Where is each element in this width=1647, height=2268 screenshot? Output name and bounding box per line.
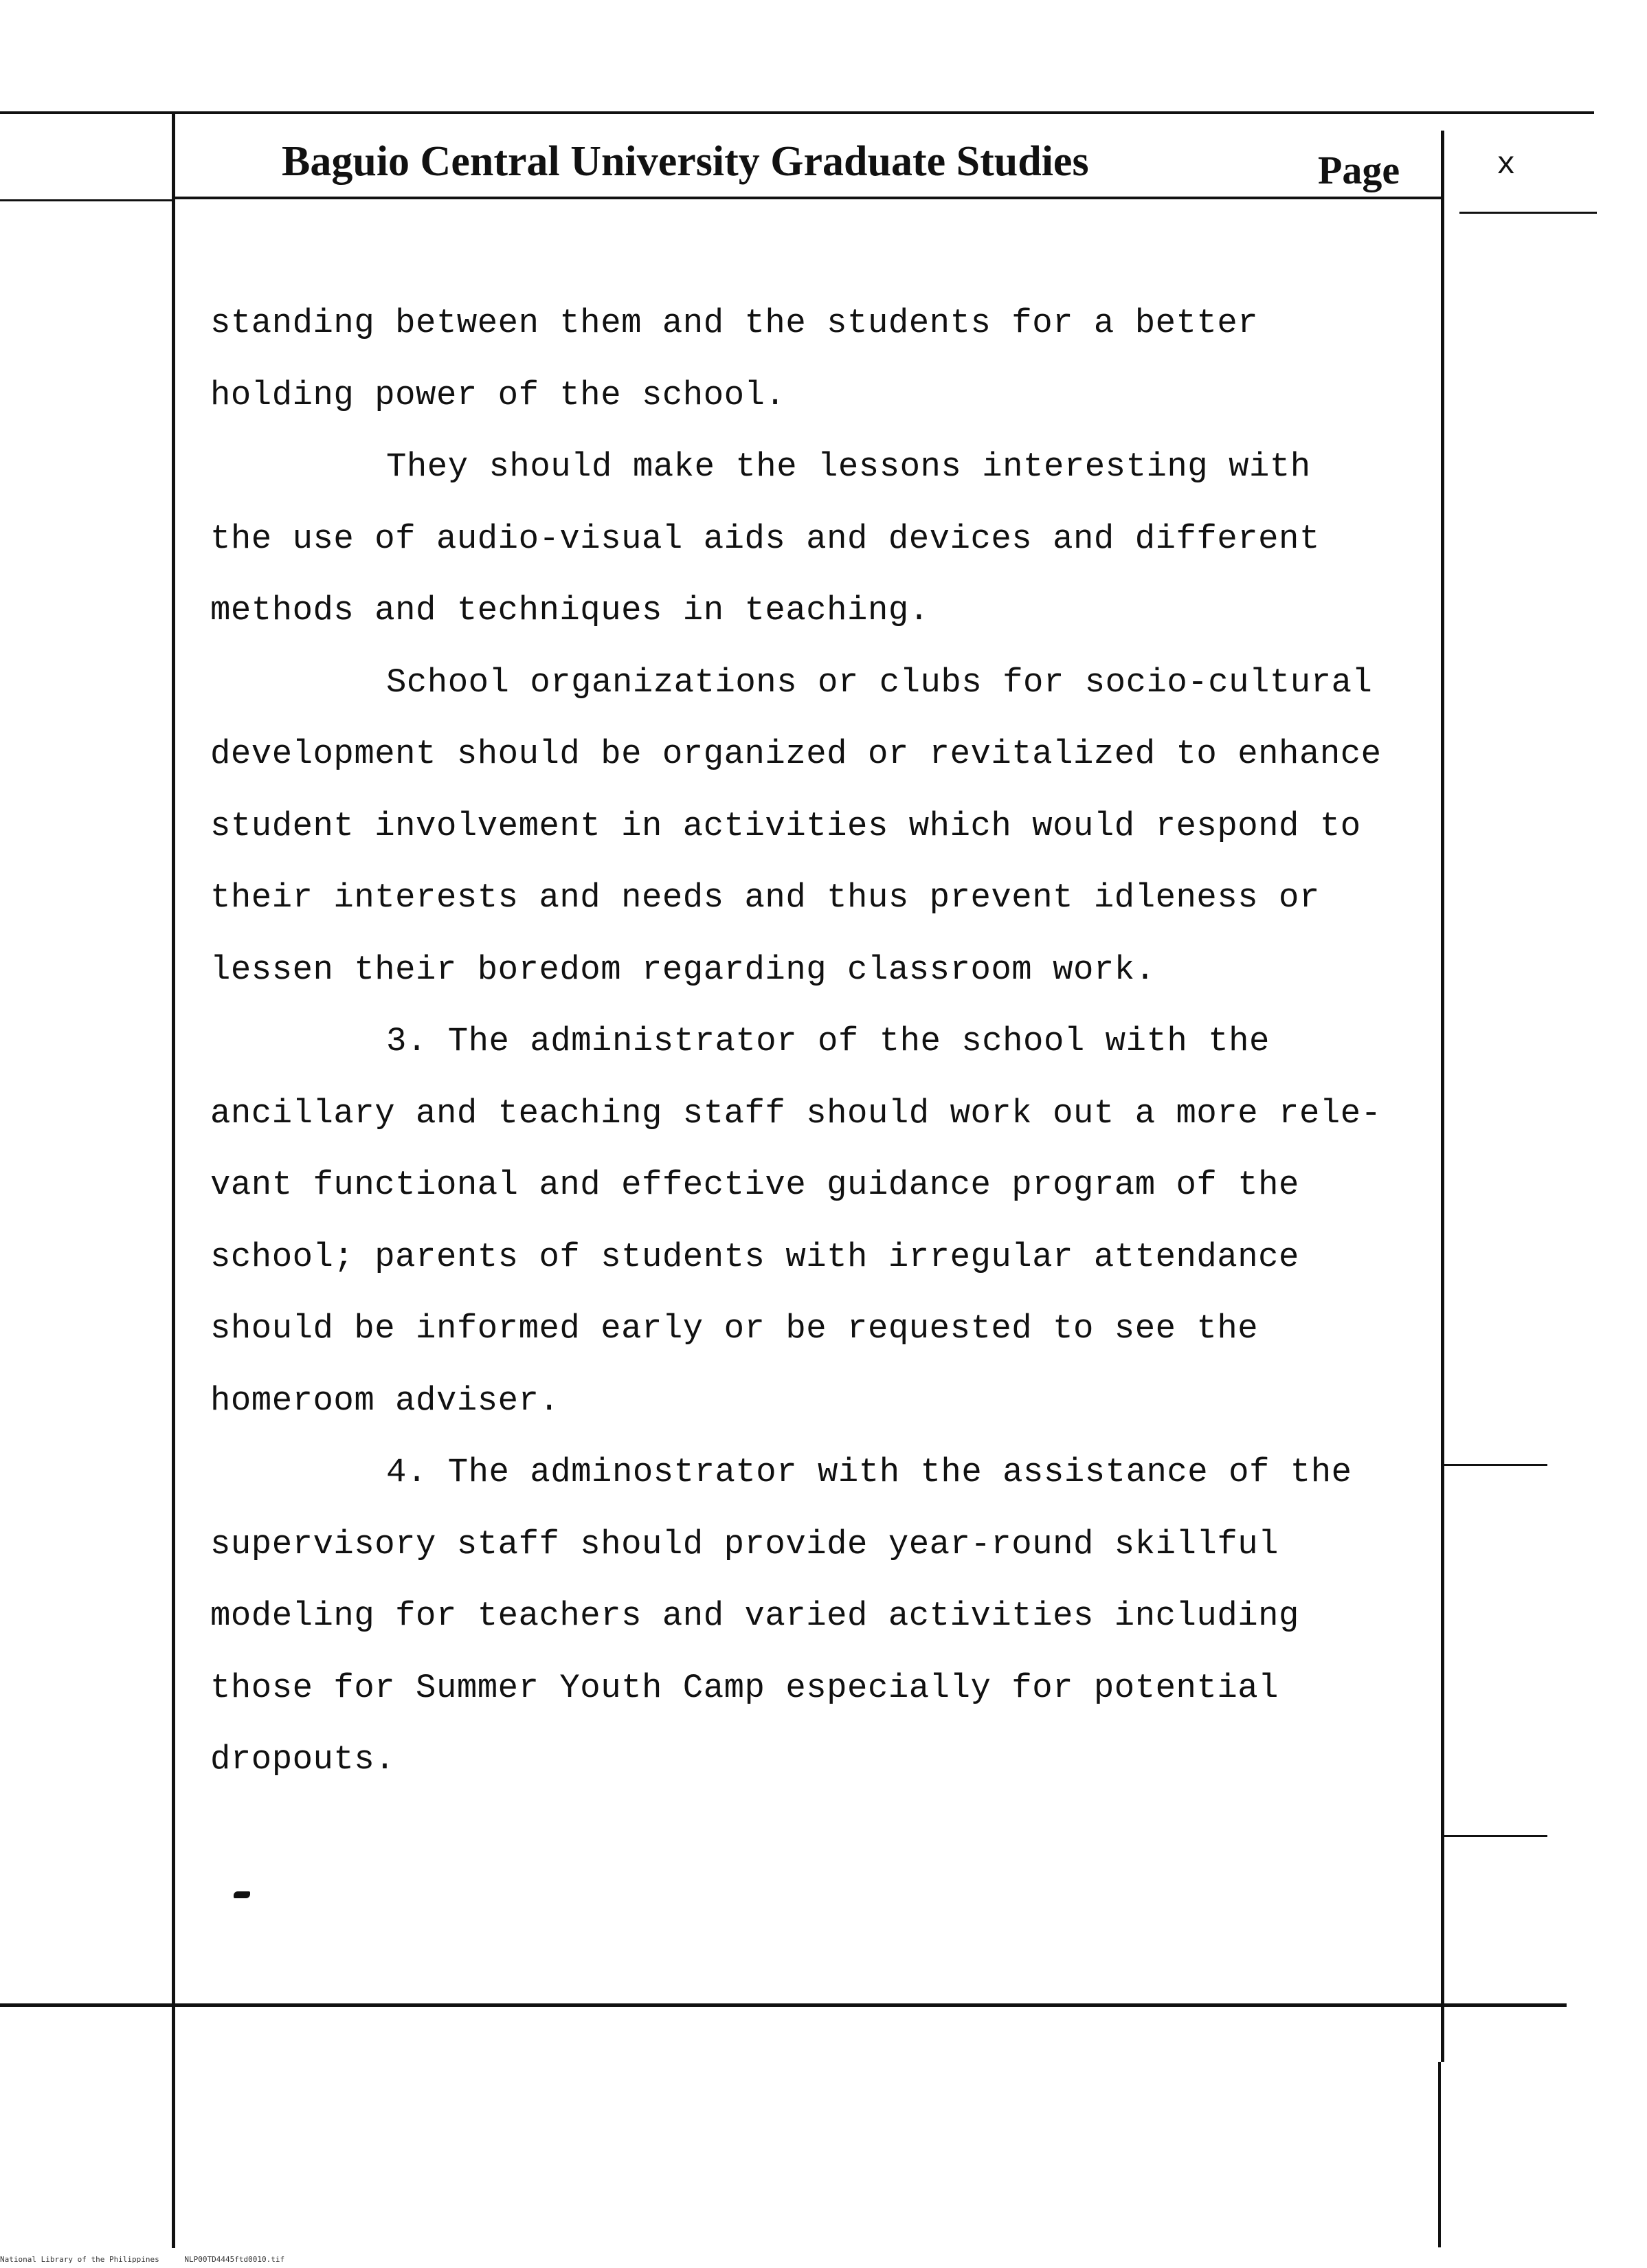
body-line: student involvement in activities which would respond to xyxy=(210,806,1361,845)
right-vertical-rule-lower xyxy=(1438,2062,1441,2247)
body-line: methods and techniques in teaching. xyxy=(210,591,930,630)
body-line: dropouts. xyxy=(210,1740,396,1779)
body-line: supervisory staff should provide year-round skillful xyxy=(210,1524,1279,1564)
body-line: vant functional and effective guidance program of the xyxy=(210,1166,1299,1204)
body-line: 3. The administrator of the school with the xyxy=(386,1022,1270,1060)
body-line: school; parents of students with irregular attendance xyxy=(210,1237,1299,1276)
header-page-number: x xyxy=(1497,147,1516,183)
left-margin-rule-top xyxy=(0,199,172,201)
body-text xyxy=(210,287,1468,1796)
body-line: School organizations or clubs for socio-cultural xyxy=(386,663,1373,702)
body-line: their interests and needs and thus prevent idleness or xyxy=(210,878,1320,917)
body-line: modeling for teachers and varied activities including xyxy=(210,1597,1299,1635)
body-line: ancillary and teaching staff should work out a more rele- xyxy=(210,1093,1382,1133)
body-line: homeroom adviser. xyxy=(210,1381,560,1420)
body-line: those for Summer Youth Camp especially for potential xyxy=(210,1668,1279,1707)
header-underline xyxy=(172,197,1443,199)
scan-file: NLP00TD4445ftd0010.tif xyxy=(184,2255,285,2264)
body-line: holding power of the school. xyxy=(210,375,786,414)
body-line: should be informed early or be requested to see the xyxy=(210,1309,1259,1348)
body-line: 4. The adminostrator with the assistance of the xyxy=(386,1453,1352,1491)
header-page-label: Page xyxy=(1318,148,1400,192)
body-line: They should make the lessons interesting with xyxy=(386,447,1311,486)
scan-source: National Library of the Philippines xyxy=(0,2255,159,2264)
ink-mark xyxy=(234,1891,250,1898)
right-margin-rule-2 xyxy=(1444,1835,1547,1837)
right-margin-rule-top xyxy=(1459,212,1597,214)
left-vertical-rule xyxy=(172,114,175,2248)
body-line: lessen their boredom regarding classroom work. xyxy=(210,950,1156,989)
body-line: standing between them and the students for a better xyxy=(210,304,1259,342)
scan-footer xyxy=(0,2255,305,2264)
body-line: development should be organized or revitalized to enhance xyxy=(210,735,1382,773)
top-rule xyxy=(0,111,1594,114)
body-line: the use of audio-visual aids and devices and different xyxy=(210,519,1320,558)
bottom-rule xyxy=(0,2003,1567,2007)
header-title: Baguio Central University Graduate Studies xyxy=(282,138,1089,185)
